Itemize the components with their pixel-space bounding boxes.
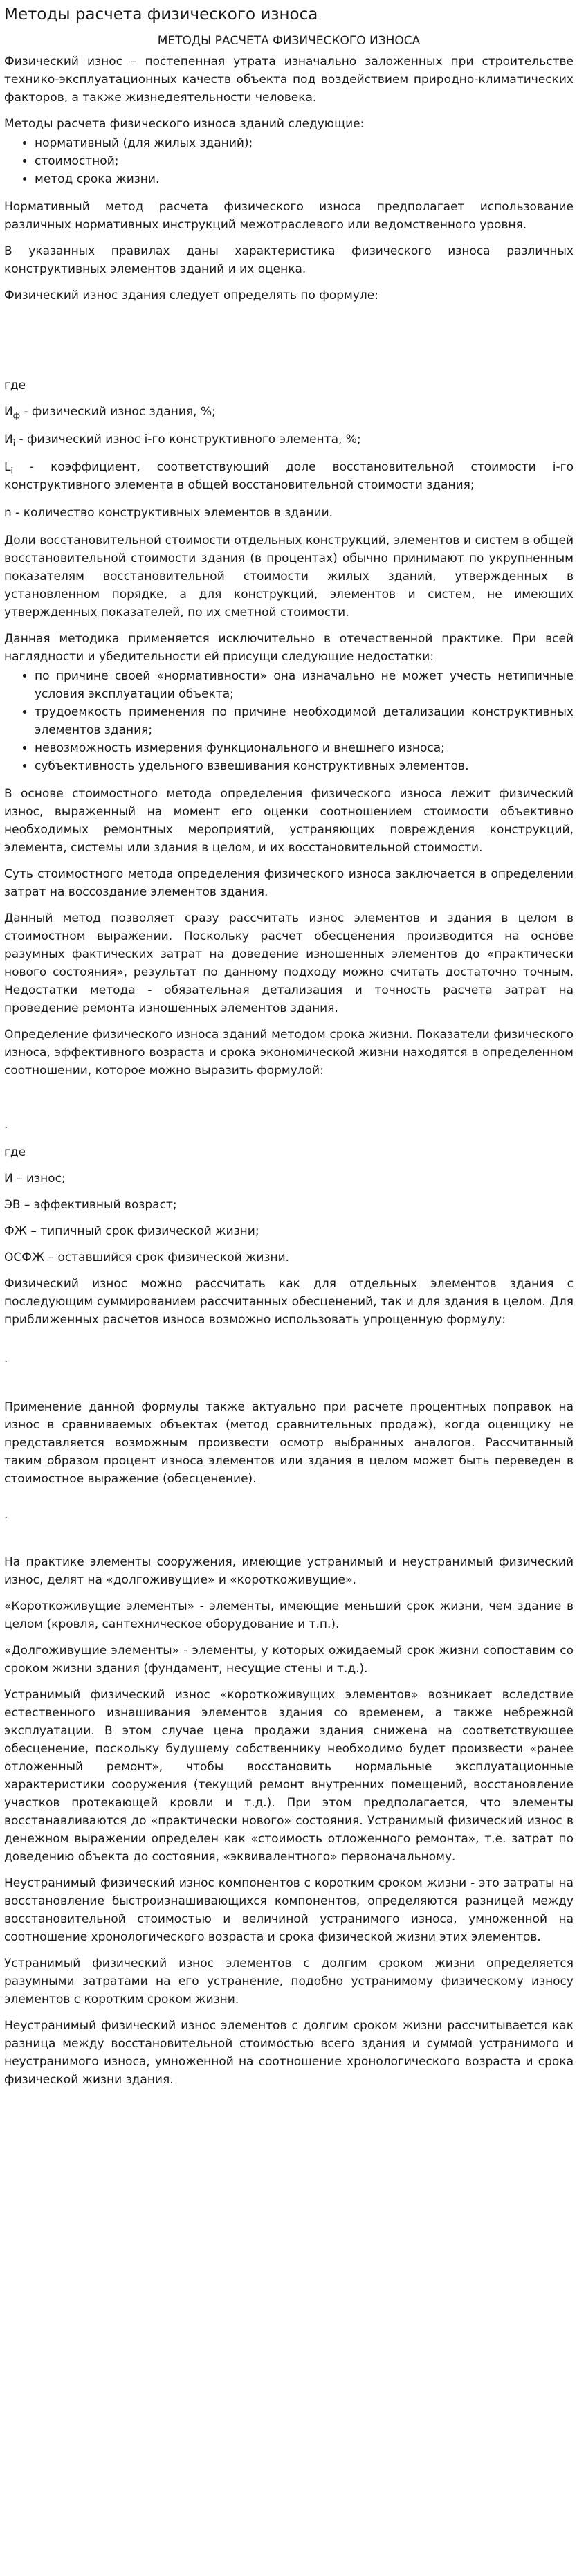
drawbacks-list	[4, 667, 574, 775]
list-item: • стоимостной;	[35, 152, 574, 170]
list-item: • невозможность измерения функционального и внешнего износа;	[35, 739, 574, 757]
life-paragraph-2: Физический износ можно рассчитать как для отдельных элементов здания с последующим суммированием рассчитанных обесценений, так и для здания в целом. Для приближенных расчетов износа возможно использовать упрощенную формулу:	[4, 1277, 574, 1327]
definition-item: ОСФЖ – оставшийся срок физической жизни.	[4, 1251, 290, 1264]
list-item: • субъективность удельного взвешивания конструктивных элементов.	[35, 757, 574, 775]
list-item: • метод срока жизни.	[35, 170, 574, 188]
formula-dot: .	[4, 1352, 8, 1366]
page-title: Методы расчета физического износа	[4, 6, 318, 24]
formula-dot: .	[4, 1508, 8, 1522]
where-label: где	[4, 379, 26, 392]
irremovable-short-paragraph: Неустранимый физический износ компонентов с коротким сроком жизни - это затраты на восстановление быстроизнашивающихся компонентов, определяются разницей между восстановительной стоимостью и величиной устранимого износа, умноженной на соотношение хронологического возраста и срока физической жизни этих элементов.	[4, 1876, 574, 1944]
normative-paragraph-1: Нормативный метод расчета физического износа предполагает использование различных нормативных инструкций межотраслевого или ведомственного уровня.	[4, 200, 574, 232]
cost-paragraph-3: Данный метод позволяет сразу рассчитать износ элементов и здания в целом в стоимостном выражении. Поскольку расчет обесценения производится на основе разумных фактических затрат на доведение изношенных элементов до «практически нового состояния», результат по данному подходу можно считать достаточно точным. Недостатки метода - обязательная детализация и точность расчета затрат на проведение ремонта изношенных элементов здания.	[4, 911, 574, 1015]
cost-paragraph-1: В основе стоимостного метода определения физического износа лежит физический износ, выраженный на момент его оценки соотношением стоимости объективно необходимых ремонтных мероприятий, устраняющих повреждения конструкций, элемента, системы или здания в целом, и их восстановительной стоимости.	[4, 787, 574, 855]
normative-paragraph-2: В указанных правилах даны характеристика физического износа различных конструктивных элементов зданий и их оценка.	[4, 244, 574, 276]
list-item: • трудоемкость применения по причине необходимой детализации конструктивных элементов здания;	[35, 703, 574, 739]
domestic-paragraph: Данная методика применяется исключительно в отечественной практике. При всей наглядности и убедительности ей присущи следующие недостатки:	[4, 632, 574, 664]
formula-intro: Физический износ здания следует определять по формуле:	[4, 289, 378, 302]
life-paragraph-1: Определение физического износа зданий методом срока жизни. Показатели физического износа, эффективного возраста и срока экономической жизни находятся в определенном соотношении, которое можно выразить формулой:	[4, 1028, 574, 1078]
definition-item: ФЖ – типичный срок физической жизни;	[4, 1224, 259, 1238]
definition-element-count: n - количество конструктивных элементов в здании.	[4, 506, 333, 520]
formula-image-placeholder	[4, 1337, 574, 1380]
definition-item: И – износ;	[4, 1172, 66, 1186]
methods-heading: Методы расчета физического износа зданий следующие:	[4, 117, 365, 131]
methods-list	[4, 134, 574, 188]
long-lived-paragraph: «Долгоживущие элементы» - элементы, у которых ожидаемый срок жизни сопоставим со сроком жизни здания (фундамент, несущие стены и т.д.).	[4, 1644, 574, 1676]
article	[0, 4, 578, 2089]
short-lived-paragraph: «Короткоживущие элементы» - элементы, имеющие меньший срок жизни, чем здание в целом (кровля, сантехническое оборудование и т.п.).	[4, 1599, 574, 1631]
irremovable-long-paragraph: Неустранимый физический износ элементов с долгим сроком жизни рассчитывается как разница между восстановительной стоимостью всего здания и суммой устранимого и неустранимого износа, умноженной на соотношение хронологического возраста и срока физической жизни здания.	[4, 2019, 574, 2087]
shares-paragraph: Доли восстановительной стоимости отдельных конструкций, элементов и систем в общей восстановительной стоимости здания (в процентах) обычно принимают по укрупненным показателям восстановительной стоимости жилых зданий, утвержденных в установленном порядке, а для конструкций, элементов и систем, не имеющих утвержденных показателей, по их сметной стоимости.	[4, 534, 574, 619]
list-item: • нормативный (для жилых зданий);	[35, 134, 574, 152]
cost-paragraph-2: Суть стоимостного метода определения физического износа заключается в определении затрат на воссоздание элементов здания.	[4, 867, 574, 899]
formula-image-placeholder	[4, 1088, 574, 1143]
formula-image-placeholder	[4, 313, 574, 377]
where-label: где	[4, 1145, 26, 1159]
article-subtitle: МЕТОДЫ РАСЧЕТА ФИЗИЧЕСКОГО ИЗНОСА	[157, 34, 421, 48]
removable-wear-paragraph: Устранимый физический износ «короткоживущих элементов» возникает вследствие естественного изнашивания элементов здания со временем, а также небрежной эксплуатации. В этом случае цена продажи здания снижена на соответствующее обесценение, поскольку будущему собственнику необходимо будет произвести «ранее отложенный ремонт», чтобы восстановить нормальные эксплуатационные характеристики сооружения (текущий ремонт внутренних помещений, восстановление участков протекающей кровли и т.д.). При этом предполагается, что элементы восстанавливаются до «практически нового» состояния. Устранимый физический износ в денежном выражении определен как «стоимость отложенного ремонта», т.е. затрат по доведению объекта до состояния, «эквивалентного» первоначальному.	[4, 1688, 574, 1864]
practice-paragraph: На практике элементы сооружения, имеющие устранимый и неустранимый физический износ, делят на «долгоживущие» и «короткоживущие».	[4, 1555, 574, 1587]
intro-paragraph: Физический износ – постепенная утрата изначально заложенных при строительстве технико-эксплуатационных качеств объекта под воздействием природно-климатических факторов, а также жизнедеятельности человека.	[4, 55, 574, 105]
list-item: • по причине своей «нормативности» она изначально не может учесть нетипичные условия эксплуатации объекта;	[35, 667, 574, 703]
removable-long-paragraph: Устранимый физический износ элементов с долгим сроком жизни определяется разумными затратами на его устранение, подобно устранимому физическому износу элементов с коротким сроком жизни.	[4, 1957, 574, 2006]
definition-wear-building: $И_ф$ - физический износ здания, %;	[4, 405, 216, 421]
definition-wear-element: $И_i$ - физический износ i-го конструктивного элемента, %;	[4, 433, 361, 448]
formula-image-placeholder	[4, 1496, 574, 1539]
definition-coefficient: $L_i$ - коэффициент, соответствующий доле восстановительной стоимости i-го конструктивного элемента в общей восстановительной стоимости здания;	[4, 460, 574, 492]
formula-dot: .	[4, 1118, 8, 1132]
definition-item: ЭВ – эффективный возраст;	[4, 1198, 177, 1212]
apply-paragraph: Применение данной формулы также актуально при расчете процентных поправок на износ в сравниваемых объектах (метод сравнительных продаж), когда оценщику не представляется возможным произвести осмотр выбранных аналогов. Рассчитанный таким образом процент износа элементов или здания в целом может быть переведен в стоимостное выражение (обесценение).	[4, 1400, 574, 1486]
